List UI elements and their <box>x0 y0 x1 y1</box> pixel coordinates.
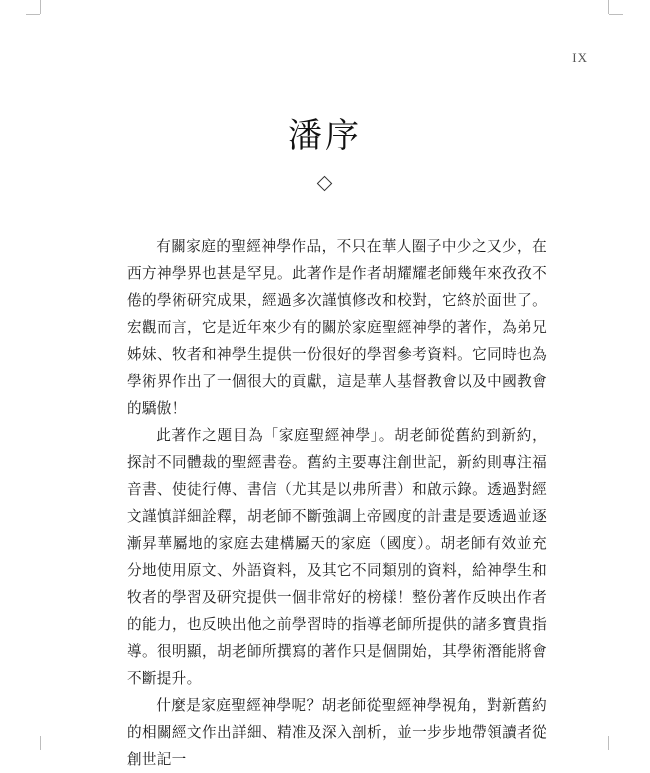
crop-mark-bottom-left-v <box>40 736 41 750</box>
paragraph-1: 有關家庭的聖經神學作品，不只在華人圈子中少之又少，在西方神學界也甚是罕見。此著作是作者胡耀耀老師幾年來孜孜不倦的學術研究成果，經過多次謹慎修改和校對，它終於面世了。宏觀而言，它是近年來少有的關於家庭聖經神學的著作，為弟兄姊妹、牧者和神學生提供一份很好的學習參考資料。它同時也為學術界作出了一個很大的貢獻，這是華人基督教會以及中國教會的驕傲！ <box>127 238 547 417</box>
paragraph-2: 此著作之題目為「家庭聖經神學」。胡老師從舊約到新約，探討不同體裁的聖經書卷。舊約主要專注創世記，新約則專注福音書、使徒行傳、書信（尤其是以弗所書）和啟示錄。透過對經文謹慎詳細詮釋，胡老師不斷強調上帝國度的計畫是要透過並逐漸昇華屬地的家庭去建構屬天的家庭（國度）。胡老師有效並充分地使用原文、外語資料，及其它不同類別的資料，給神學生和牧者的學習及研究提供一個非常好的榜樣！整份著作反映出作者的能力，也反映出他之前學習時的指導老師所提供的諸多寶貴指導。很明顯，胡老師所撰寫的著作只是個開始，其學術潛能將會不斷提升。 <box>127 427 547 687</box>
crop-mark-top-left-v <box>40 0 41 14</box>
crop-mark-top-right-v <box>608 0 609 14</box>
crop-mark-top-right-h <box>609 14 623 15</box>
diamond-ornament-icon <box>317 176 333 192</box>
crop-mark-bottom-right-v <box>608 736 609 750</box>
page-number: IX <box>572 50 588 65</box>
body-text <box>127 233 547 773</box>
page-title: 潘序 <box>288 116 362 156</box>
paragraph-3: 什麼是家庭聖經神學呢？胡老師從聖經神學視角，對新舊約的相關經文作出詳細、精准及深入剖析，並一步步地帶領讀者從創世記一 <box>127 697 547 768</box>
crop-mark-top-left-h <box>26 14 40 15</box>
